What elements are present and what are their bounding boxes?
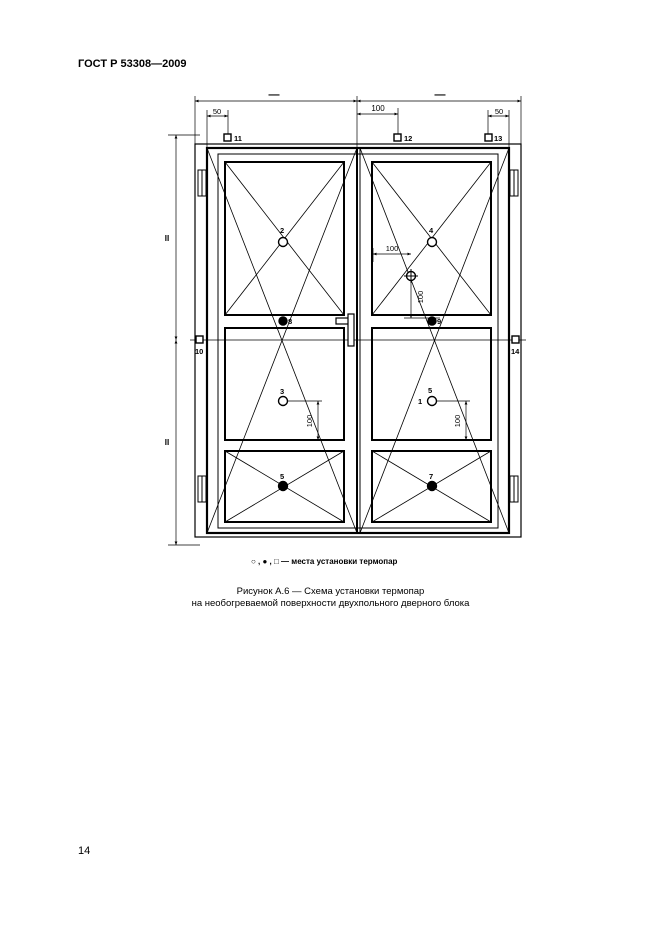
document-header: ГОСТ Р 53308—2009	[78, 58, 187, 70]
label-3: 3	[280, 387, 285, 396]
label-14: 14	[511, 347, 520, 356]
filled-circle-marker	[428, 317, 436, 325]
open-circle-marker	[279, 238, 288, 247]
filled-circle-marker	[279, 317, 287, 325]
square-marker	[485, 134, 492, 141]
figure-caption	[0, 586, 661, 610]
caption-line-1: Рисунок А.6 — Схема установки термопар	[236, 586, 425, 597]
dim-top-left: —	[268, 89, 280, 101]
dim-gap-100: 100	[371, 104, 385, 113]
open-circle-marker	[428, 397, 437, 406]
square-marker	[224, 134, 231, 141]
dim-top-right: —	[434, 89, 446, 101]
dim-leaf-100-h: 100	[385, 244, 399, 253]
square-marker	[512, 336, 519, 343]
dim-side-upper: II	[164, 234, 170, 243]
label-13: 13	[494, 134, 503, 143]
door-frame	[195, 144, 521, 537]
label-7: 7	[429, 472, 434, 481]
label-5: 5	[428, 386, 433, 395]
caption-line-2: на необогреваемой поверхности двухпольного дверного блока	[191, 598, 470, 609]
dim-lower-right-100: 100	[453, 414, 462, 428]
label-5b: 5	[280, 472, 285, 481]
label-9: 9	[437, 317, 442, 326]
label-1: 1	[418, 397, 423, 406]
label-10: 10	[195, 347, 204, 356]
open-circle-marker	[279, 397, 288, 406]
legend: ○ , ● , □ — места установки термопар	[251, 557, 398, 566]
label-11: 11	[234, 134, 242, 143]
label-8: 8	[288, 317, 293, 326]
square-marker	[394, 134, 401, 141]
dim-lower-left-100: 100	[305, 414, 314, 428]
dim-side-lower: II	[164, 438, 170, 447]
open-circle-marker	[428, 238, 437, 247]
dim-left-50: 50	[212, 107, 222, 116]
square-marker	[196, 336, 203, 343]
dim-leaf-100-v: 100	[416, 290, 425, 304]
filled-circle-marker	[279, 482, 288, 491]
label-12: 12	[404, 134, 413, 143]
page-number: 14	[78, 845, 91, 857]
label-2: 2	[280, 226, 285, 235]
dim-right-50: 50	[494, 107, 504, 116]
label-4: 4	[429, 226, 434, 235]
filled-circle-marker	[428, 482, 437, 491]
